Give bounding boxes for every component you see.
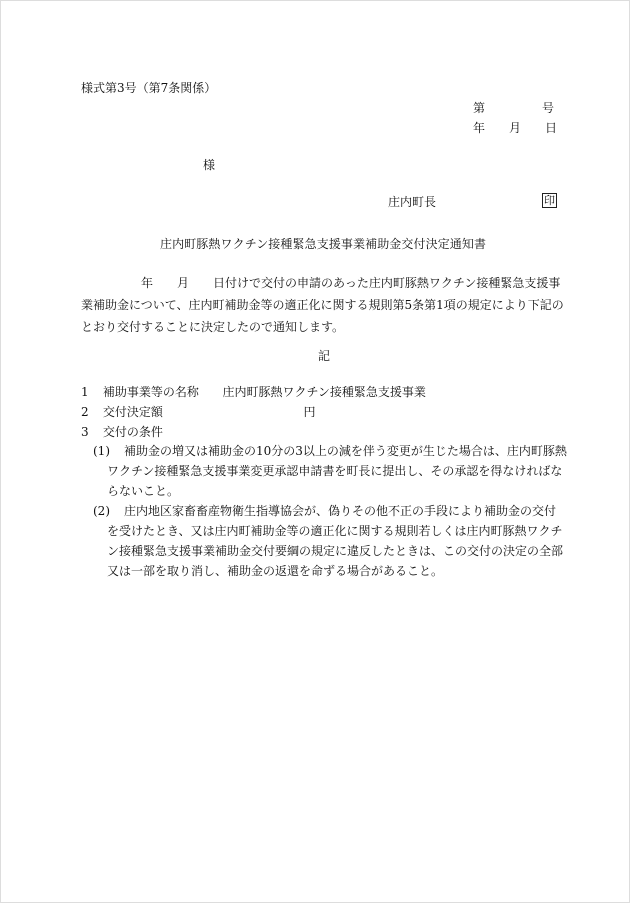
item-2-label: 交付決定額 — [102, 405, 163, 419]
condition-1-line-3: らないこと。 — [107, 484, 180, 498]
item-2 — [81, 406, 316, 418]
body-line-3: とおり交付することに決定したので通知します。 — [81, 320, 345, 334]
body-line-1-rest: 日付けで交付の申請のあった庄内町豚熱ワクチン接種緊急支援事 — [213, 276, 561, 290]
document-number-suffix: 号 — [542, 101, 555, 115]
item-3-label: 交付の条件 — [102, 425, 163, 439]
body-month: 月 — [177, 276, 190, 290]
condition-2-number: (2) — [93, 504, 110, 518]
item-2-number: 2 — [81, 405, 89, 419]
date-month: 月 — [509, 121, 522, 135]
condition-2 — [93, 501, 563, 581]
ki-heading: 記 — [318, 349, 331, 363]
body-year: 年 — [141, 276, 154, 290]
item-1-number: 1 — [81, 385, 89, 399]
condition-1-number: (1) — [93, 444, 110, 458]
condition-2-line-3: ン接種緊急支援事業補助金交付要綱の規定に違反したときは、この交付の決定の全部 — [107, 544, 564, 558]
sender-title: 庄内町長 — [388, 195, 437, 209]
condition-2-line-2: を受けたとき、又は庄内町補助金等の適正化に関する規則若しくは庄内町豚熱ワクチ — [107, 524, 563, 538]
condition-2-line-1 — [93, 501, 563, 521]
addressee-honorific: 様 — [203, 158, 216, 172]
item-1-label: 補助事業等の名称 — [102, 385, 199, 399]
item-1-value: 庄内町豚熱ワクチン接種緊急支援事業 — [222, 385, 426, 399]
item-1 — [81, 386, 426, 398]
document-title: 庄内町豚熱ワクチン接種緊急支援事業補助金交付決定通知書 — [160, 237, 487, 251]
condition-1-line-1 — [93, 441, 567, 461]
condition-1 — [93, 441, 567, 501]
document-number-prefix: 第 — [473, 101, 486, 115]
item-2-unit: 円 — [303, 405, 316, 419]
date-day: 日 — [545, 121, 558, 135]
condition-2-line-4: 又は一部を取り消し、補助金の返還を命ずる場合があること。 — [107, 564, 444, 578]
date-year: 年 — [473, 121, 486, 135]
body-paragraph — [81, 272, 564, 338]
item-3-number: 3 — [81, 425, 89, 439]
body-line-1 — [81, 272, 559, 294]
condition-1-line-2: ワクチン接種緊急支援事業変更承認申請書を町長に提出し、その承認を得なければな — [107, 464, 563, 478]
seal-stamp: 印 — [544, 194, 555, 207]
condition-1-text-1: 補助金の増又は補助金の10分の3以上の減を伴う変更が生じた場合は、庄内町豚熱 — [124, 444, 567, 458]
condition-2-text-1: 庄内地区家畜畜産物衛生指導協会が、偽りその他不正の手段により補助金の交付 — [124, 504, 557, 518]
item-3 — [81, 426, 163, 438]
body-line-2: 業補助金について、庄内町補助金等の適正化に関する規則第5条第1項の規定により下記の — [81, 298, 564, 312]
form-number: 様式第3号（第7条関係） — [81, 81, 217, 95]
